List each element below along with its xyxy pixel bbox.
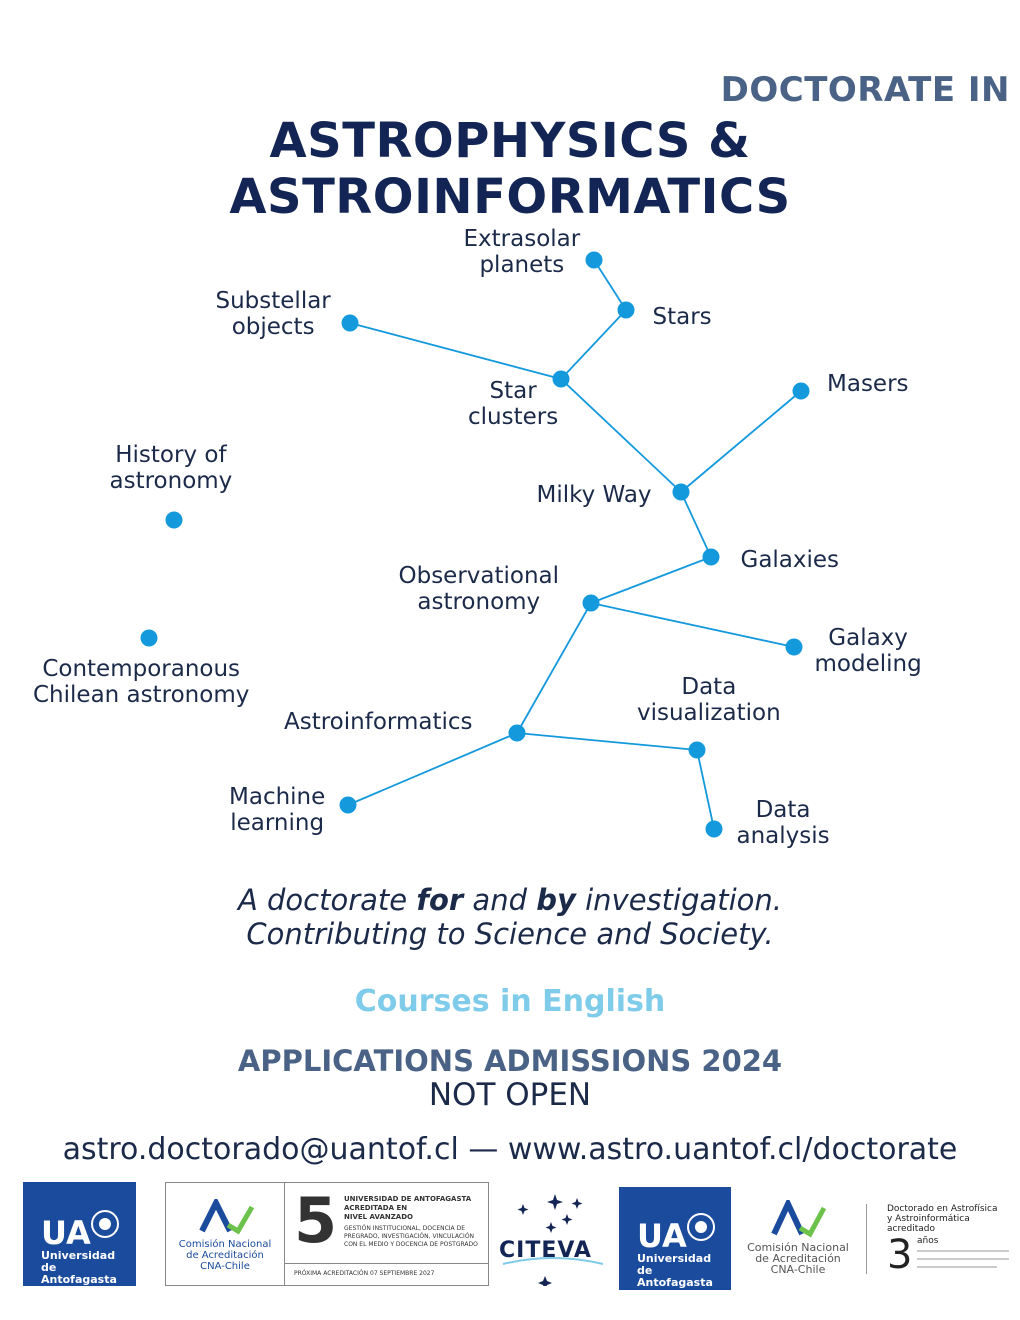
node-masers bbox=[793, 383, 810, 400]
node-label-starclusters: Star clusters bbox=[468, 378, 559, 430]
node-label-milkyway: Milky Way bbox=[536, 482, 652, 508]
node-dataanalysis bbox=[706, 821, 723, 838]
node-contemporaneous bbox=[141, 630, 158, 647]
tagline-line-2: Contributing to Science and Society. bbox=[246, 917, 774, 951]
edge-astroinformatics-ml bbox=[348, 733, 517, 805]
edge-stars-starclusters bbox=[561, 310, 626, 379]
accreditation-badge: Comisión Nacional de Acreditación CNA-Chile 5 UNIVERSIDAD DE ANTOFAGASTA ACREDITADA EN NIVEL AVANZADO GESTIÓN INSTITUCIONAL, DOCENCIA DE PREGRADO, INVESTIGACIÓN, VINCULACIÓN CON EL MEDIO Y DOCENCIA DE POSTGRADO PRÓXIMA ACREDITACIÓN 07 SEPTIEMBRE 2027 bbox=[165, 1182, 489, 1286]
edge-starclusters-milkyway bbox=[561, 379, 681, 492]
node-stars bbox=[618, 302, 635, 319]
edge-observational-galaxymodeling bbox=[591, 603, 794, 647]
diagram-edges bbox=[348, 260, 801, 829]
node-label-datavis: Data visualization bbox=[637, 674, 781, 726]
edge-extrasolar-stars bbox=[594, 260, 626, 310]
node-extrasolar bbox=[586, 252, 603, 269]
contact-line[interactable]: astro.doctorado@uantof.cl — www.astro.uantof.cl/doctorate bbox=[62, 1132, 958, 1167]
title-top: DOCTORATE IN bbox=[720, 70, 1010, 110]
node-history bbox=[166, 512, 183, 529]
edge-galaxies-observational bbox=[591, 557, 711, 603]
admissions-status: NOT OPEN bbox=[428, 1077, 592, 1113]
ua-logo-2: UA Universidad de Antofagasta bbox=[619, 1187, 731, 1290]
accreditation-years: 5 bbox=[294, 1184, 338, 1257]
cna-logo: Comisión Nacional de Acreditación CNA-Chile bbox=[742, 1200, 854, 1280]
node-label-galaxies: Galaxies bbox=[740, 547, 840, 573]
program-accreditation: Doctorado en Astrofísica y Astroinformática acreditado 3 años bbox=[887, 1204, 1012, 1284]
node-ml bbox=[340, 797, 357, 814]
node-label-galaxymodeling: Galaxy modeling bbox=[814, 625, 922, 677]
cna-mark-icon-2 bbox=[770, 1200, 826, 1238]
ua-emblem-icon-2 bbox=[685, 1211, 717, 1243]
admissions-title: APPLICATIONS ADMISSIONS 2024 bbox=[237, 1044, 783, 1078]
node-label-contemporaneous: Contemporanous Chilean astronomy bbox=[33, 656, 250, 708]
edge-datavis-dataanalysis bbox=[697, 750, 714, 829]
edge-substellar-starclusters bbox=[350, 323, 561, 379]
tagline bbox=[0, 883, 1020, 951]
citeva-stars-icon bbox=[495, 1186, 610, 1286]
node-label-masers: Masers bbox=[827, 371, 909, 397]
node-label-stars: Stars bbox=[652, 304, 712, 330]
ua-emblem-icon bbox=[89, 1208, 121, 1240]
edge-masers-milkyway bbox=[681, 391, 801, 492]
node-astroinformatics bbox=[509, 725, 526, 742]
edge-observational-astroinformatics bbox=[517, 603, 591, 733]
node-substellar bbox=[342, 315, 359, 332]
node-label-dataanalysis: Data analysis bbox=[736, 797, 830, 849]
ua-logo: UA Universidad de Antofagasta bbox=[23, 1182, 136, 1286]
node-datavis bbox=[689, 742, 706, 759]
edge-milkyway-galaxies bbox=[681, 492, 711, 557]
tagline-line-1: A doctorate for and by investigation. bbox=[237, 883, 783, 917]
node-label-astroinformatics: Astroinformatics bbox=[284, 709, 473, 735]
citeva-logo: CITEVA bbox=[495, 1186, 610, 1286]
node-label-observational: Observational astronomy bbox=[398, 563, 560, 615]
courses-note: Courses in English bbox=[354, 984, 666, 1019]
node-label-substellar: Substellar objects bbox=[215, 288, 331, 340]
node-milkyway bbox=[673, 484, 690, 501]
page-title: ASTROPHYSICS & ASTROINFORMATICS bbox=[229, 113, 791, 225]
cna-mark-icon bbox=[198, 1199, 254, 1235]
node-label-extrasolar: Extrasolar planets bbox=[463, 226, 581, 278]
node-observational bbox=[583, 595, 600, 612]
edge-astroinformatics-datavis bbox=[517, 733, 697, 750]
node-label-history: History of astronomy bbox=[109, 442, 233, 494]
node-galaxymodeling bbox=[786, 639, 803, 656]
node-label-ml: Machine learning bbox=[229, 784, 326, 836]
node-galaxies bbox=[703, 549, 720, 566]
